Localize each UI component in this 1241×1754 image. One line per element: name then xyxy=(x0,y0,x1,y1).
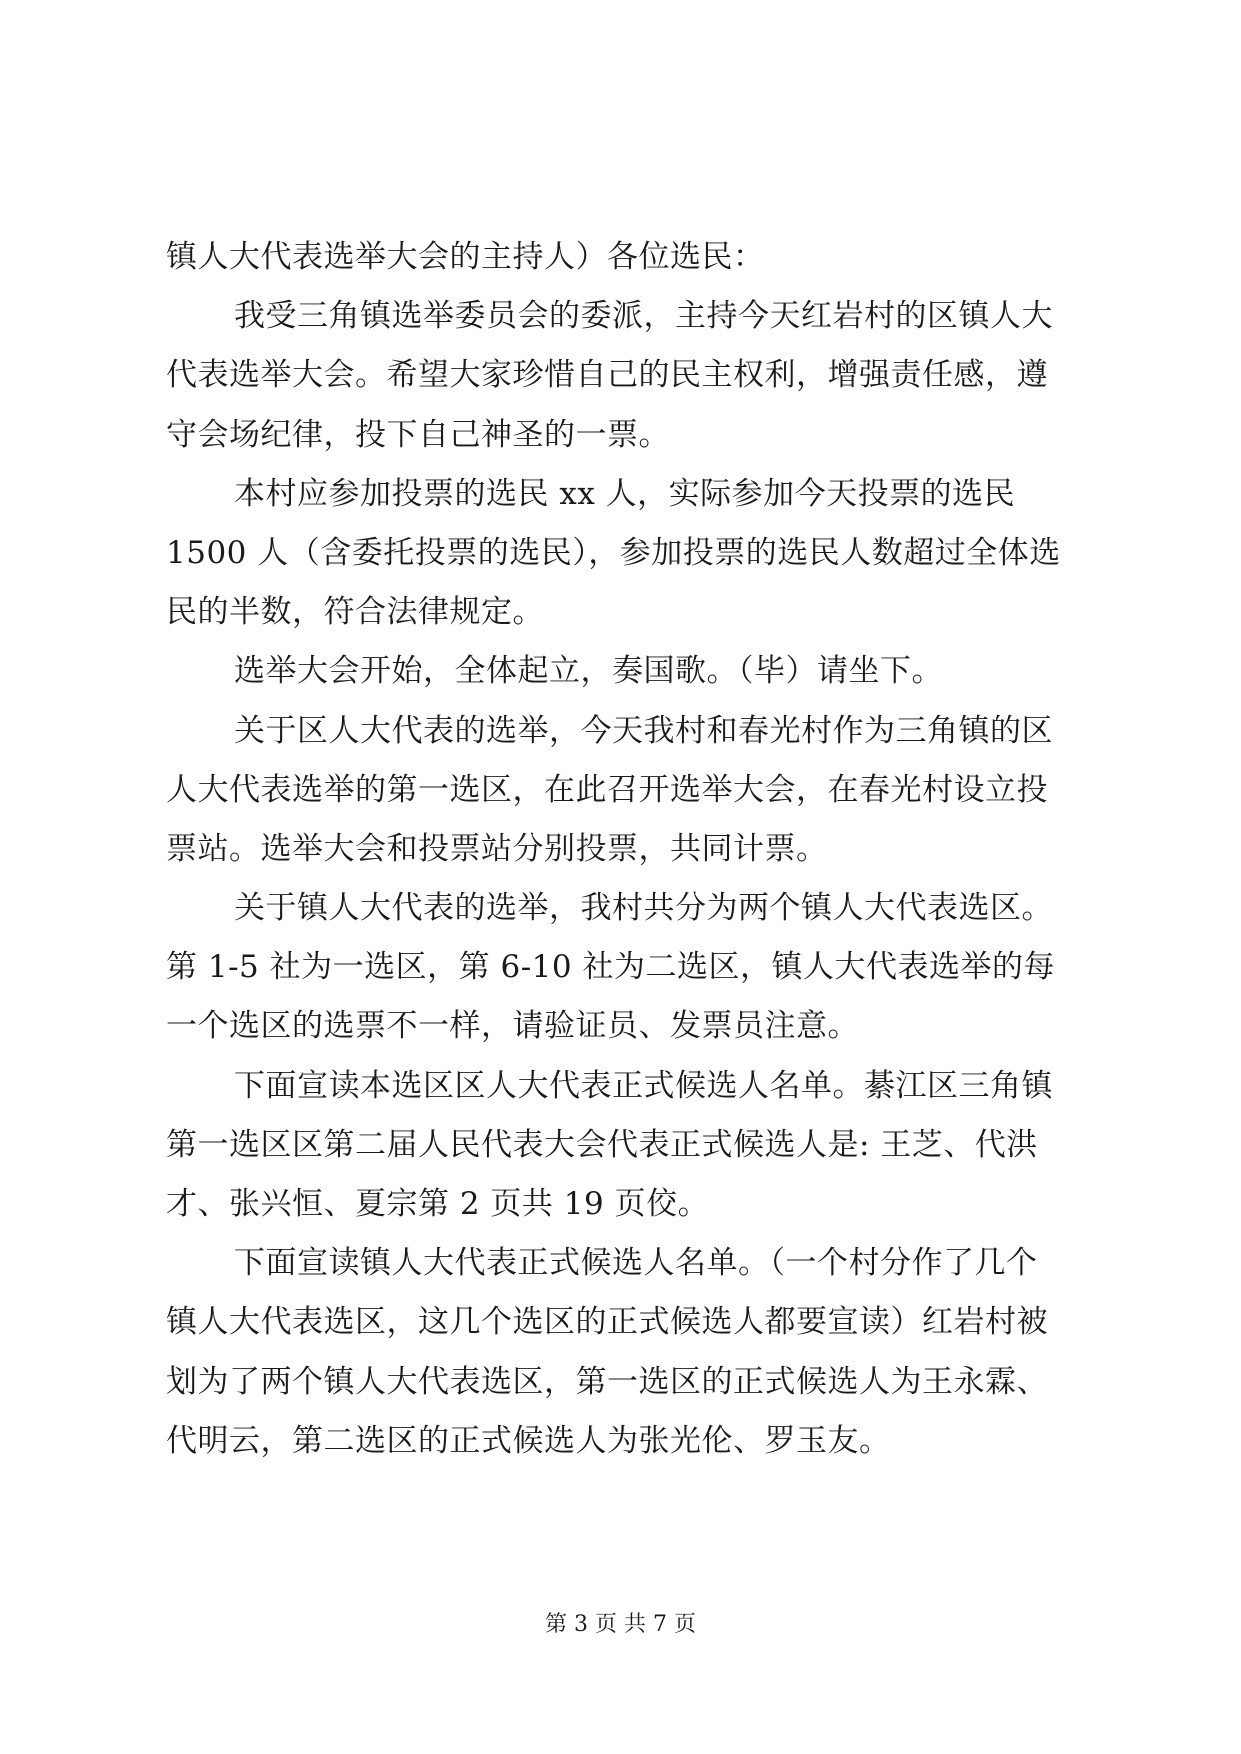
text-line: 划为了两个镇人大代表选区，第一选区的正式候选人为王永霖、 xyxy=(166,1363,1048,1400)
text-line: 民的半数，符合法律规定。 xyxy=(166,594,544,631)
document-body xyxy=(166,228,1076,1471)
text-line: 一个选区的选票不一样，请验证员、发票员注意。 xyxy=(166,1008,859,1045)
text-line: 下面宣读镇人大代表正式候选人名单。（一个村分作了几个 xyxy=(234,1245,1038,1282)
text-line: 镇人大代表选区，这几个选区的正式候选人都要宣读）红岩村被 xyxy=(166,1304,1048,1341)
text-line: 代明云，第二选区的正式候选人为张光伦、罗玉友。 xyxy=(166,1422,891,1459)
text-line: 关于镇人大代表的选举，我村共分为两个镇人大代表选区。 xyxy=(234,890,1053,927)
text-line: 镇人大代表选举大会的主持人）各位选民： xyxy=(166,239,765,275)
text-line: 第 1-5 社为一选区，第 6-10 社为二选区，镇人大代表选举的每 xyxy=(166,949,1055,986)
text-line: 关于区人大代表的选举，今天我村和春光村作为三角镇的区 xyxy=(234,712,1053,749)
text-line: 本村应参加投票的选民 xx 人，实际参加今天投票的选民 xyxy=(234,475,1016,512)
text-line: 选举大会开始，全体起立，奏国歌。（毕）请坐下。 xyxy=(234,653,943,690)
text-line: 我受三角镇选举委员会的委派，主持今天红岩村的区镇人大 xyxy=(234,298,1053,335)
text-line: 票站。选举大会和投票站分别投票，共同计票。 xyxy=(166,830,828,867)
text-line: 才、张兴恒、夏宗第 2 页共 19 页佼。 xyxy=(166,1186,710,1222)
text-line: 守会场纪律，投下自己神圣的一票。 xyxy=(166,416,670,453)
page-number-footer: 第 3 页 共 7 页 xyxy=(545,1612,696,1637)
text-line: 下面宣读本选区区人大代表正式候选人名单。綦江区三角镇 xyxy=(234,1067,1053,1104)
text-line: 第一选区区第二届人民代表大会代表正式候选人是: 王芝、代洪 xyxy=(166,1126,1038,1163)
text-line: 1500 人（含委托投票的选民），参加投票的选民人数超过全体选 xyxy=(166,534,1061,571)
text-line: 代表选举大会。希望大家珍惜自己的民主权利，增强责任感，遵 xyxy=(166,357,1048,394)
text-line: 人大代表选举的第一选区，在此召开选举大会，在春光村设立投 xyxy=(166,771,1048,808)
